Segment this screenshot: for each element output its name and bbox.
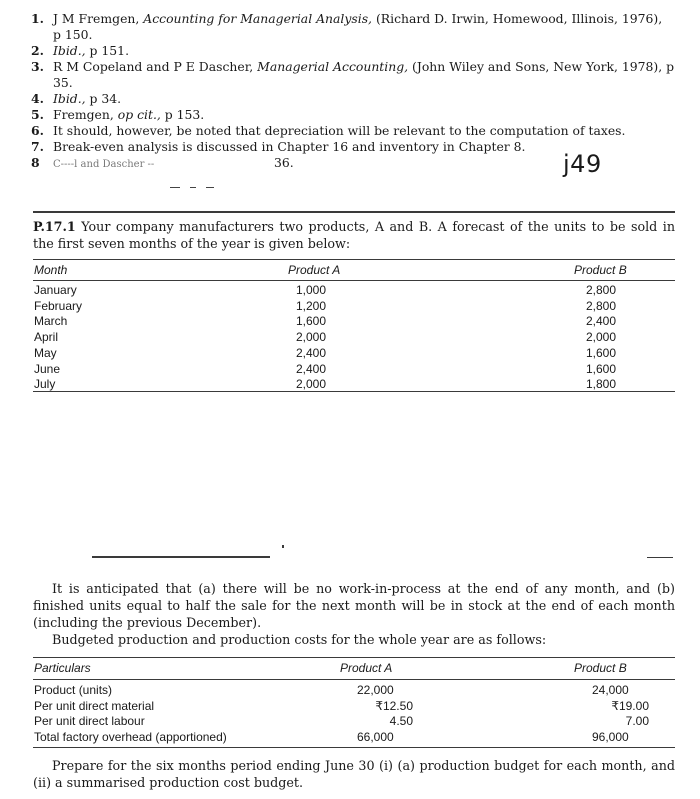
forecast-cell-product-b: 2,800 [586, 298, 617, 313]
forecast-cell-product-b: 1,600 [586, 361, 617, 376]
page-number: j49 [563, 150, 602, 178]
footnote-text: R M Copeland and P E Dascher, [53, 59, 258, 74]
footnote-number: 5. [31, 107, 44, 122]
cost-cell-particulars: Total factory overhead (apportioned) [34, 730, 227, 744]
footnote-number: 2. [31, 43, 44, 58]
footnote-text: 36. [274, 155, 294, 167]
table-top-rule [33, 259, 675, 260]
footnote-text: J M Fremgen, [53, 11, 144, 26]
cost-cell-product-b: 24,000 [592, 683, 629, 697]
footnote-text: It should, however, be noted that depreciation will be relevant to the computation of taxes. [53, 123, 626, 138]
forecast-cell-month: May [34, 345, 57, 360]
forecast-cell-product-a: 2,000 [296, 330, 327, 345]
forecast-cell-month: January [34, 283, 77, 297]
divider-stroke [92, 556, 270, 558]
footnote-title: Ibid., [53, 43, 86, 58]
divider-fragment [170, 187, 180, 188]
footnote-title: Managerial Accounting, [257, 59, 409, 74]
footnote-1 [31, 11, 676, 27]
forecast-cell-product-b: 2,800 [586, 283, 617, 297]
footnote-number: 7. [31, 139, 44, 154]
footnote-title: op cit., [117, 107, 161, 122]
forecast-header-product-a: Product A [288, 263, 341, 277]
forecast-header-month: Month [34, 263, 68, 277]
cost-cell-product-a: 22,000 [357, 683, 394, 697]
footnote-text: p 34. [85, 91, 122, 106]
problem-label: P.17.1 [33, 219, 76, 234]
footnote-number: 3. [31, 59, 44, 74]
paragraph-2: Budgeted production and production costs for the whole year are as follows: [52, 632, 547, 647]
footnote-text: (Richard D. Irwin, Homewood, Illinois, 1976), [372, 11, 663, 26]
forecast-header-product-b: Product B [574, 263, 627, 277]
footnote-6 [31, 123, 676, 139]
footnote-number: 4. [31, 91, 44, 106]
forecast-cell-product-a: 2,400 [296, 361, 327, 376]
forecast-cell-product-a: 2,000 [296, 377, 327, 392]
footnote-text: p 153. [160, 107, 205, 122]
problem-intro [33, 218, 675, 252]
cost-cell-particulars: Per unit direct labour [34, 714, 145, 728]
final-instruction: Prepare for the six months period ending June 30 (i) (a) production budget for each month, and (ii) a summarised production cost budget. [33, 758, 675, 790]
forecast-cell-product-b: 1,800 [586, 377, 617, 392]
forecast-cell-month: April [34, 330, 59, 345]
problem-text: Your company manufacturers two products, A and B. A forecast of the units to be sold in the first seven months of the year is given below: [33, 219, 675, 251]
forecast-cell-product-a: 1,000 [296, 283, 327, 297]
footnote-text: Break-even analysis is discussed in Chapter 16 and inventory in Chapter 8. [53, 139, 526, 154]
forecast-cell-product-b: 2,400 [586, 314, 617, 329]
divider-mark [282, 545, 284, 548]
footnote-2 [31, 43, 676, 59]
footnote-text: Fremgen, [53, 107, 118, 122]
table-header-rule [33, 280, 675, 281]
cost-cell-product-b: 96,000 [592, 730, 629, 744]
paragraph-1: It is anticipated that (a) there will be no work-in-process at the end of any month, and (b) finished units equal to half the sale for the next month will be in stock at the end of each month (including the previous December). [33, 581, 675, 630]
cost-cell-product-b: ₹19.00 [611, 699, 649, 713]
divider-fragment [206, 187, 214, 188]
footnote-number: 1. [31, 11, 44, 26]
footnote-text-cropped: C----l and Dascher -- [53, 159, 155, 167]
forecast-cell-month: June [34, 361, 61, 376]
cost-cell-product-a: 66,000 [357, 730, 394, 744]
cost-table-bottom-rule [33, 747, 675, 748]
divider-fragment [190, 187, 196, 188]
footnote-text: p 151. [85, 43, 130, 58]
cost-cell-particulars: Product (units) [34, 683, 113, 697]
divider-stroke [647, 557, 673, 558]
footnote-1-continuation: p 150. [53, 27, 93, 42]
section-rule [33, 211, 675, 213]
cost-header-product-a: Product A [340, 661, 393, 675]
cost-cell-product-a: ₹12.50 [375, 699, 413, 713]
footnotes [31, 11, 676, 167]
footnote-5 [31, 107, 676, 123]
footnote-title: Accounting for Managerial Analysis, [143, 11, 372, 26]
forecast-cell-product-a: 1,600 [296, 314, 327, 329]
cost-table-header-rule [33, 679, 675, 680]
footnote-number: 8 [31, 155, 40, 167]
footnote-3 [31, 59, 676, 91]
assumptions-paragraph [33, 580, 675, 648]
forecast-cell-product-a: 1,200 [296, 298, 327, 313]
forecast-cell-product-b: 1,600 [586, 345, 617, 360]
cost-cell-product-a: 4.50 [389, 714, 413, 728]
footnote-number: 6. [31, 123, 44, 138]
cost-cell-particulars: Per unit direct material [34, 699, 155, 713]
footnote-text: (John Wiley and Sons, New York, 1978), p 35. [53, 59, 675, 90]
forecast-cell-product-a: 2,400 [296, 345, 327, 360]
footnote-4 [31, 91, 676, 107]
footnote-title: Ibid., [53, 91, 86, 106]
forecast-cell-month: March [34, 314, 68, 329]
cost-table-top-rule [33, 657, 675, 658]
forecast-cell-product-b: 2,000 [586, 330, 617, 345]
forecast-cell-month: February [34, 298, 83, 313]
forecast-cell-month: July [34, 377, 56, 392]
table-bottom-rule [33, 391, 675, 392]
cost-header-particulars: Particulars [34, 661, 91, 675]
cost-cell-product-b: 7.00 [625, 714, 649, 728]
cost-header-product-b: Product B [574, 661, 627, 675]
